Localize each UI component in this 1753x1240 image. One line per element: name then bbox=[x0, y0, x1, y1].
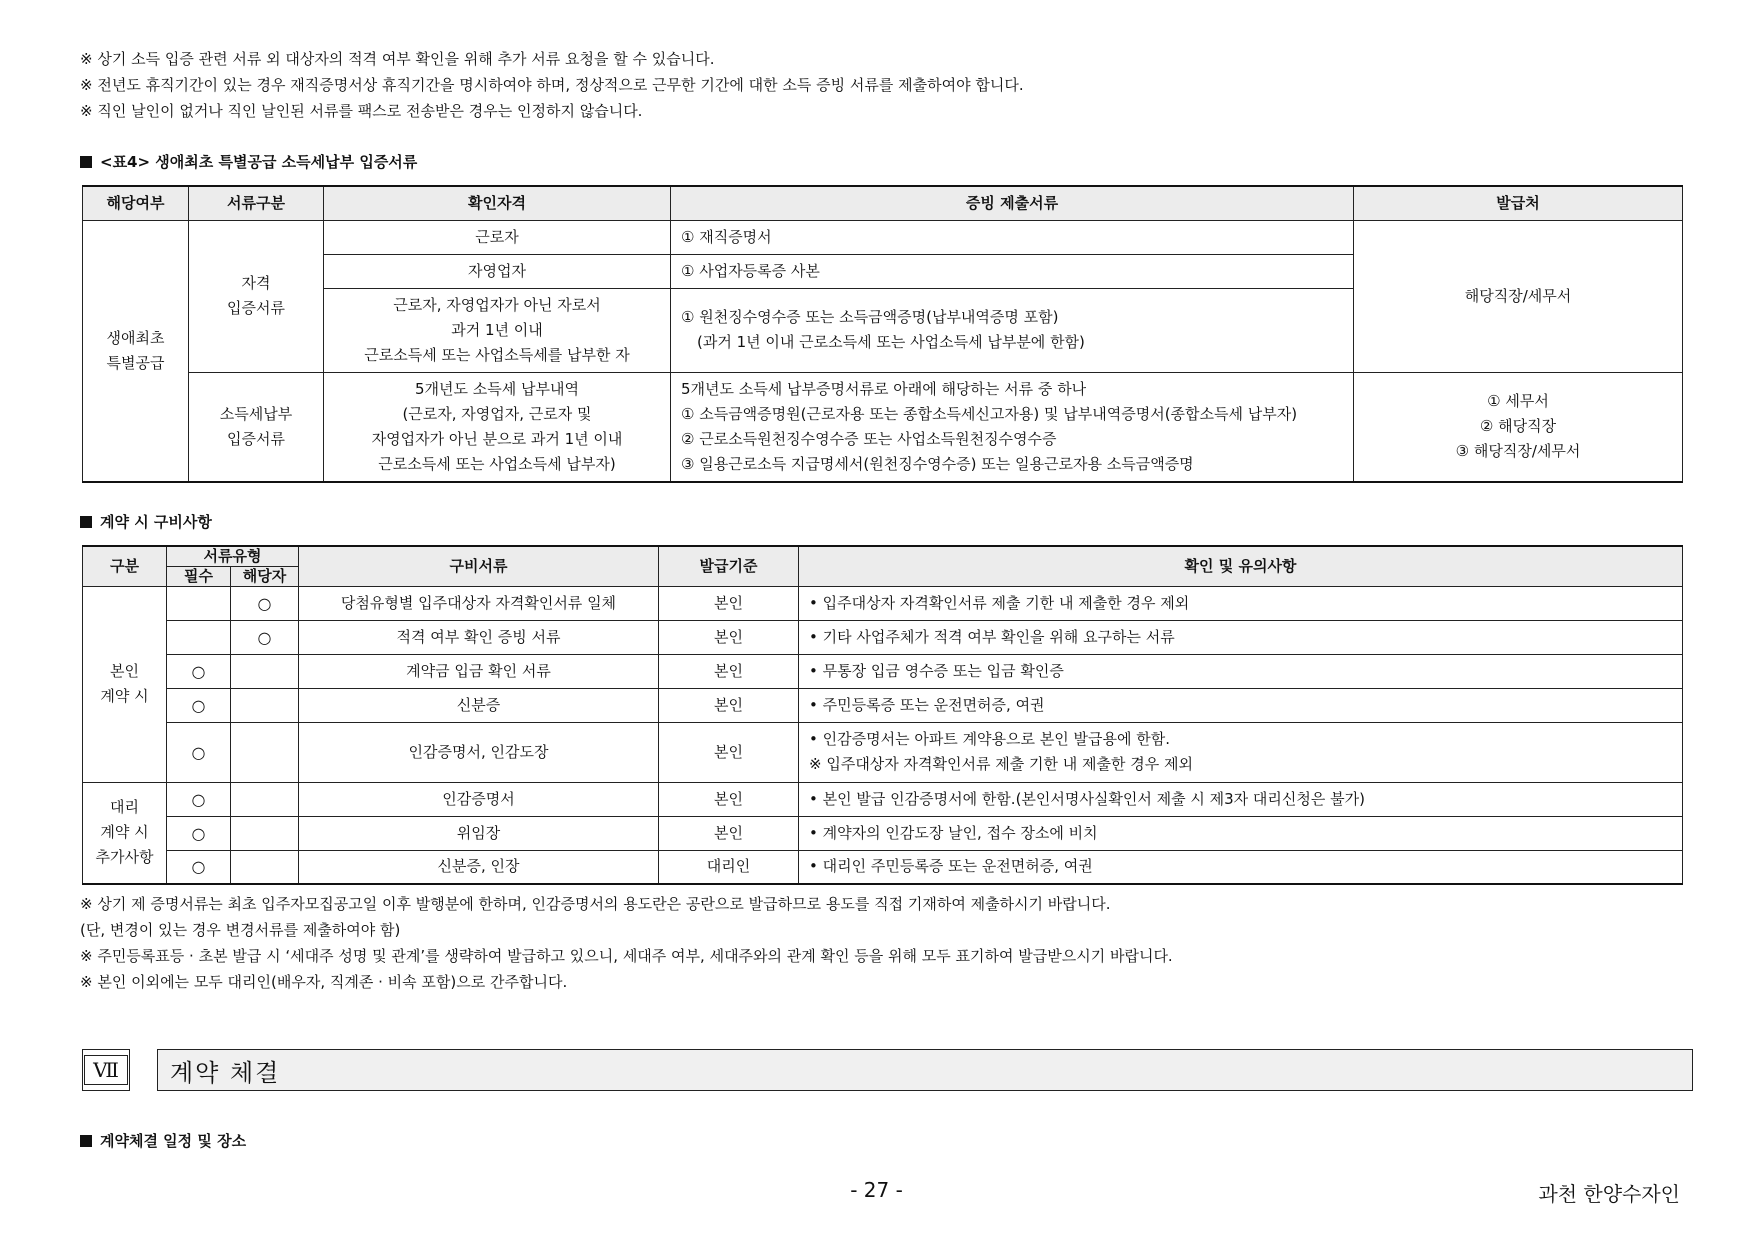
note-line: ※ 상기 제 증명서류는 최초 입주자모집공고일 이후 발행분에 한하며, 인감증명서의 용도란은 공란으로 발급하므로 용도를 직접 기재하여 제출하시기 바랍니다. bbox=[80, 895, 1111, 913]
documents-line: 5개년도 소득세 납부증명서류로 아래에 해당하는 서류 중 하나 bbox=[681, 379, 1087, 398]
notes-cell: • 기타 사업주체가 적격 여부 확인을 위해 요구하는 서류 bbox=[799, 620, 1683, 654]
table-row bbox=[83, 620, 1683, 654]
applicable-mark bbox=[231, 850, 299, 884]
top-notes bbox=[80, 46, 1700, 124]
table4-heading bbox=[80, 150, 417, 174]
qualification-line: (근로자, 자영업자, 근로자 및 bbox=[402, 404, 592, 423]
notes-cell: • 무통장 입금 영수증 또는 입금 확인증 bbox=[799, 654, 1683, 688]
notes-line: ※ 입주대상자 자격확인서류 제출 기한 내 제출한 경우 제외 bbox=[809, 755, 1193, 773]
applicable-mark bbox=[231, 654, 299, 688]
col-header: 서류구분 bbox=[189, 186, 324, 220]
target-cell bbox=[83, 220, 189, 482]
applicable-mark: ○ bbox=[231, 586, 299, 620]
issuer-line: ② 해당직장 bbox=[1479, 417, 1557, 436]
group-line: 추가사항 bbox=[95, 848, 154, 867]
col-header: 구분 bbox=[83, 546, 167, 586]
group-cell bbox=[83, 586, 167, 782]
group-line: 계약 시 bbox=[100, 823, 149, 842]
notes-cell: • 계약자의 인감도장 날인, 접수 장소에 비치 bbox=[799, 816, 1683, 850]
category-line: 자격 bbox=[241, 274, 271, 292]
col-header: 확인 및 유의사항 bbox=[799, 546, 1683, 586]
table-row bbox=[83, 220, 1683, 254]
qualification-cell bbox=[324, 372, 671, 482]
note-line: (단, 변경이 있는 경우 변경서류를 제출하여야 함) bbox=[80, 921, 401, 939]
col-header: 해당여부 bbox=[83, 186, 189, 220]
documents-line: ③ 일용근로소득 지급명세서(원천징수영수증) 또는 일용근로자용 소득금액증명 bbox=[681, 454, 1194, 473]
chapter-number: Ⅶ bbox=[84, 1055, 128, 1085]
col-header: 구비서류 bbox=[299, 546, 659, 586]
qualification-cell: 근로자 bbox=[324, 220, 671, 254]
notes-line: • 인감증명서는 아파트 계약용으로 본인 발급용에 한함. bbox=[809, 730, 1171, 748]
notes-cell: • 대리인 주민등록증 또는 운전면허증, 여권 bbox=[799, 850, 1683, 884]
documents-line: (과거 1년 이내 근로소득세 또는 사업소득세 납부분에 한함) bbox=[697, 333, 1085, 351]
basis-cell: 대리인 bbox=[659, 850, 799, 884]
table-row bbox=[83, 850, 1683, 884]
table-header-row bbox=[83, 186, 1683, 220]
col-header: 필수 bbox=[167, 566, 231, 586]
applicable-mark bbox=[231, 722, 299, 782]
document-cell: 계약금 입금 확인 서류 bbox=[299, 654, 659, 688]
basis-cell: 본인 bbox=[659, 816, 799, 850]
applicable-mark bbox=[231, 688, 299, 722]
group-line: 본인 bbox=[110, 662, 139, 680]
basis-cell: 본인 bbox=[659, 688, 799, 722]
notes-cell: • 입주대상자 자격확인서류 제출 기한 내 제출한 경우 제외 bbox=[799, 586, 1683, 620]
square-bullet-icon bbox=[80, 516, 92, 528]
qualification-cell bbox=[324, 288, 671, 372]
required-mark: ○ bbox=[167, 816, 231, 850]
issuer-line: ③ 해당직장/세무서 bbox=[1455, 442, 1581, 461]
note-line: ※ 본인 이외에는 모두 대리인(배우자, 직계존 · 비속 포함)으로 간주합니다. bbox=[80, 973, 568, 991]
group-cell bbox=[83, 782, 167, 884]
required-mark: ○ bbox=[167, 688, 231, 722]
square-bullet-icon bbox=[80, 156, 92, 168]
col-header: 해당자 bbox=[231, 566, 299, 586]
basis-cell: 본인 bbox=[659, 620, 799, 654]
document-cell: 적격 여부 확인 증빙 서류 bbox=[299, 620, 659, 654]
doc-category-cell bbox=[189, 220, 324, 372]
page-number: - 27 - bbox=[850, 1178, 903, 1202]
col-header: 확인자격 bbox=[324, 186, 671, 220]
table-row bbox=[83, 586, 1683, 620]
document-cell: 인감증명서, 인감도장 bbox=[299, 722, 659, 782]
required-mark: ○ bbox=[167, 850, 231, 884]
table-row bbox=[83, 722, 1683, 782]
applicable-mark bbox=[231, 782, 299, 816]
applicable-mark: ○ bbox=[231, 620, 299, 654]
issuer-line: ① 세무서 bbox=[1487, 392, 1549, 411]
group-line: 계약 시 bbox=[100, 687, 149, 705]
col-header: 발급처 bbox=[1354, 186, 1683, 220]
basis-cell: 본인 bbox=[659, 586, 799, 620]
note-line: ※ 상기 소득 입증 관련 서류 외 대상자의 적격 여부 확인을 위해 추가 서류 요청을 할 수 있습니다. bbox=[80, 50, 715, 68]
chapter-title: 계약 체결 bbox=[157, 1049, 1693, 1091]
applicable-mark bbox=[231, 816, 299, 850]
note-line: ※ 직인 날인이 없거나 직인 날인된 서류를 팩스로 전송받은 경우는 인정하지 않습니다. bbox=[80, 102, 643, 120]
documents-cell bbox=[671, 288, 1354, 372]
table-row bbox=[83, 372, 1683, 482]
contract-documents-table bbox=[82, 545, 1683, 885]
notes-cell: • 본인 발급 인감증명서에 한함.(본인서명사실확인서 제출 시 제3자 대리신청은 불가) bbox=[799, 782, 1683, 816]
required-mark: ○ bbox=[167, 654, 231, 688]
required-mark bbox=[167, 620, 231, 654]
issuer-cell bbox=[1354, 372, 1683, 482]
table-row bbox=[83, 654, 1683, 688]
documents-cell: ① 사업자등록증 사본 bbox=[671, 254, 1354, 288]
notes-cell bbox=[799, 722, 1683, 782]
document-cell: 신분증, 인장 bbox=[299, 850, 659, 884]
document-cell: 신분증 bbox=[299, 688, 659, 722]
documents-line: ② 근로소득원천징수영수증 또는 사업소득원천징수영수증 bbox=[681, 429, 1057, 448]
category-line: 입증서류 bbox=[227, 429, 285, 448]
table-header-row bbox=[83, 546, 1683, 566]
basis-cell: 본인 bbox=[659, 722, 799, 782]
basis-cell: 본인 bbox=[659, 782, 799, 816]
chapter-number-box bbox=[82, 1049, 130, 1091]
doc-category-cell bbox=[189, 372, 324, 482]
note-line: ※ 주민등록표등 · 초본 발급 시 ‘세대주 성명 및 관계’를 생략하여 발급하고 있으니, 세대주 여부, 세대주와의 관계 확인 등을 위해 모두 표기하여 발급받으시기 바랍니다. bbox=[80, 947, 1173, 965]
document-cell: 위임장 bbox=[299, 816, 659, 850]
table5-heading-text: 계약 시 구비사항 bbox=[100, 513, 212, 531]
category-line: 입증서류 bbox=[227, 299, 285, 317]
target-line: 생애최초 bbox=[106, 328, 165, 347]
schedule-heading bbox=[80, 1129, 246, 1153]
col-header: 발급기준 bbox=[659, 546, 799, 586]
required-mark: ○ bbox=[167, 782, 231, 816]
table-row bbox=[83, 816, 1683, 850]
issuer-cell: 해당직장/세무서 bbox=[1354, 220, 1683, 372]
documents-line: ① 원천징수영수증 또는 소득금액증명(납부내역증명 포함) bbox=[681, 308, 1059, 326]
qualification-line: 근로소득세 또는 사업소득세 납부자) bbox=[378, 454, 616, 473]
table-row bbox=[83, 782, 1683, 816]
documents-line: ① 소득금액증명원(근로자용 또는 종합소득세신고자용) 및 납부내역증명서(종합소득세 납부자) bbox=[681, 404, 1298, 423]
table5-heading bbox=[80, 510, 212, 534]
bottom-notes bbox=[80, 891, 1700, 995]
notes-cell: • 주민등록증 또는 운전면허증, 여권 bbox=[799, 688, 1683, 722]
qualification-line: 자영업자가 아닌 분으로 과거 1년 이내 bbox=[371, 429, 623, 448]
footer-site-name: 과천 한양수자인 bbox=[1538, 1182, 1680, 1206]
target-line: 특별공급 bbox=[106, 353, 165, 372]
col-header: 증빙 제출서류 bbox=[671, 186, 1354, 220]
required-mark bbox=[167, 586, 231, 620]
table-row bbox=[83, 688, 1683, 722]
documents-cell: ① 재직증명서 bbox=[671, 220, 1354, 254]
qualification-cell: 자영업자 bbox=[324, 254, 671, 288]
basis-cell: 본인 bbox=[659, 654, 799, 688]
required-mark: ○ bbox=[167, 722, 231, 782]
document-cell: 당첨유형별 입주대상자 자격확인서류 일체 bbox=[299, 586, 659, 620]
qualification-line: 과거 1년 이내 bbox=[451, 320, 543, 339]
documents-cell bbox=[671, 372, 1354, 482]
group-line: 대리 bbox=[110, 798, 139, 817]
qualification-line: 5개년도 소득세 납부내역 bbox=[415, 379, 579, 398]
qualification-line: 근로소득세 또는 사업소득세를 납부한 자 bbox=[364, 345, 630, 364]
document-cell: 인감증명서 bbox=[299, 782, 659, 816]
qualification-line: 근로자, 자영업자가 아닌 자로서 bbox=[393, 295, 601, 314]
income-tax-proof-table bbox=[82, 185, 1683, 483]
category-line: 소득세납부 bbox=[219, 404, 293, 423]
schedule-heading-text: 계약체결 일정 및 장소 bbox=[100, 1132, 247, 1150]
table4-heading-text: <표4> 생애최초 특별공급 소득세납부 입증서류 bbox=[100, 153, 418, 171]
col-header: 서류유형 bbox=[167, 546, 299, 566]
note-line: ※ 전년도 휴직기간이 있는 경우 재직증명서상 휴직기간을 명시하여야 하며, 정상적으로 근무한 기간에 대한 소득 증빙 서류를 제출하여야 합니다. bbox=[80, 76, 1024, 94]
square-bullet-icon bbox=[80, 1135, 92, 1147]
